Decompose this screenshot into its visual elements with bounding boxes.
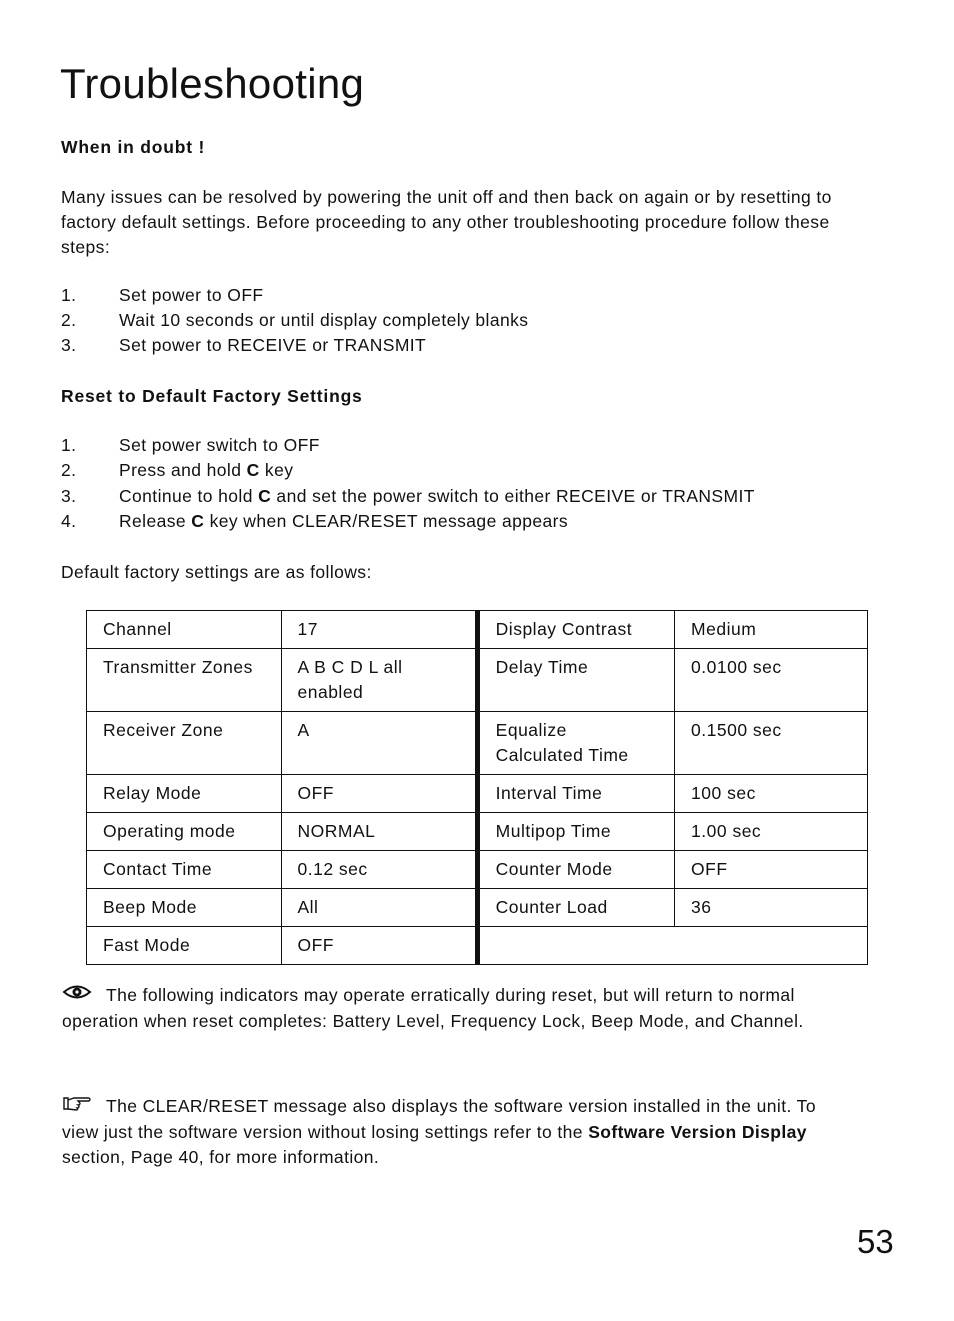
step-text: Continue to hold [119, 486, 259, 506]
setting-name: Equalize Calculated Time [477, 712, 674, 775]
reset-step-1 [61, 435, 320, 456]
page-number: 53 [857, 1223, 894, 1260]
setting-value: 100 sec [675, 775, 868, 813]
intro-paragraph: Many issues can be resolved by powering the unit off and then back on again or by resetting to factory default settings. Before proceeding to any other troubleshooting procedure follow these steps: [61, 187, 832, 257]
eye-note [62, 983, 852, 1034]
step-number: 1. [61, 285, 77, 305]
step-number: 2. [61, 460, 77, 480]
setting-value: Medium [675, 611, 868, 649]
setting-value: 17 [281, 611, 477, 649]
setting-name: Relay Mode [87, 775, 282, 813]
reset-step-4 [61, 511, 568, 532]
setting-value: 0.0100 sec [675, 649, 868, 712]
setting-name: Receiver Zone [87, 712, 282, 775]
eye-icon [62, 983, 92, 1009]
table-row [87, 611, 868, 649]
key-c: C [258, 486, 272, 506]
table-row [87, 927, 868, 965]
step-text: Set power to OFF [119, 285, 264, 305]
default-settings-table [86, 610, 868, 965]
setting-name: Interval Time [477, 775, 674, 813]
doubt-step-1 [61, 285, 264, 306]
page-title: Troubleshooting [60, 60, 365, 107]
setting-value: 0.12 sec [281, 851, 477, 889]
step-text: Set power to RECEIVE or TRANSMIT [119, 335, 427, 355]
setting-name: Contact Time [87, 851, 282, 889]
step-text-post: and set the power switch to either RECEIVE or TRANSMIT [271, 486, 755, 506]
reset-step-3 [61, 486, 755, 507]
hand-note-text: The CLEAR/RESET message also displays the software version installed in the unit. To view just the software version without losing settings refer to the [62, 1096, 816, 1142]
step-number: 2. [61, 310, 77, 330]
table-row [87, 775, 868, 813]
setting-name: Display Contrast [477, 611, 674, 649]
setting-name: Multipop Time [477, 813, 674, 851]
setting-name: Counter Mode [477, 851, 674, 889]
setting-name: Fast Mode [87, 927, 282, 965]
cross-reference: Software Version Display [588, 1121, 807, 1142]
setting-value: OFF [281, 775, 477, 813]
hand-note-text-post: section, Page 40, for more information. [62, 1147, 380, 1167]
table-row [87, 649, 868, 712]
doubt-step-2 [61, 310, 528, 331]
section-heading-reset: Reset to Default Factory Settings [61, 386, 363, 406]
table-row [87, 712, 868, 775]
setting-value: 1.00 sec [675, 813, 868, 851]
setting-value: A B C D L all enabled [281, 649, 477, 712]
setting-value: OFF [675, 851, 868, 889]
key-c: C [191, 511, 205, 531]
doubt-step-3 [61, 335, 426, 356]
setting-name: Channel [87, 611, 282, 649]
setting-name: Operating mode [87, 813, 282, 851]
step-text: Release [119, 511, 192, 531]
empty-cell [477, 927, 867, 965]
pointing-hand-icon [62, 1094, 92, 1120]
setting-name: Transmitter Zones [87, 649, 282, 712]
setting-value: A [281, 712, 477, 775]
table-row [87, 889, 868, 927]
step-number: 4. [61, 511, 77, 531]
step-number: 1. [61, 435, 77, 455]
section-heading-when-in-doubt: When in doubt ! [61, 137, 206, 157]
setting-value: NORMAL [281, 813, 477, 851]
step-text: Press and hold [119, 460, 247, 480]
setting-name: Counter Load [477, 889, 674, 927]
table-row [87, 851, 868, 889]
step-number: 3. [61, 335, 77, 355]
key-c: C [246, 460, 260, 480]
setting-value: 36 [675, 889, 868, 927]
step-text: Set power switch to OFF [119, 435, 320, 455]
setting-value: All [281, 889, 477, 927]
defaults-intro: Default factory settings are as follows: [61, 562, 372, 582]
eye-note-text: The following indicators may operate erratically during reset, but will return to normal operation when reset completes: Battery Level, Frequency Lock, Beep Mode, and Channel. [62, 985, 804, 1031]
step-text: Wait 10 seconds or until display completely blanks [119, 310, 529, 330]
setting-value: 0.1500 sec [675, 712, 868, 775]
hand-note [62, 1094, 852, 1171]
setting-name: Delay Time [477, 649, 674, 712]
step-number: 3. [61, 486, 77, 506]
setting-value: OFF [281, 927, 477, 965]
table-row [87, 813, 868, 851]
step-text-post: key when CLEAR/RESET message appears [204, 511, 568, 531]
setting-name: Beep Mode [87, 889, 282, 927]
step-text-post: key [259, 460, 294, 480]
reset-step-2 [61, 460, 293, 481]
